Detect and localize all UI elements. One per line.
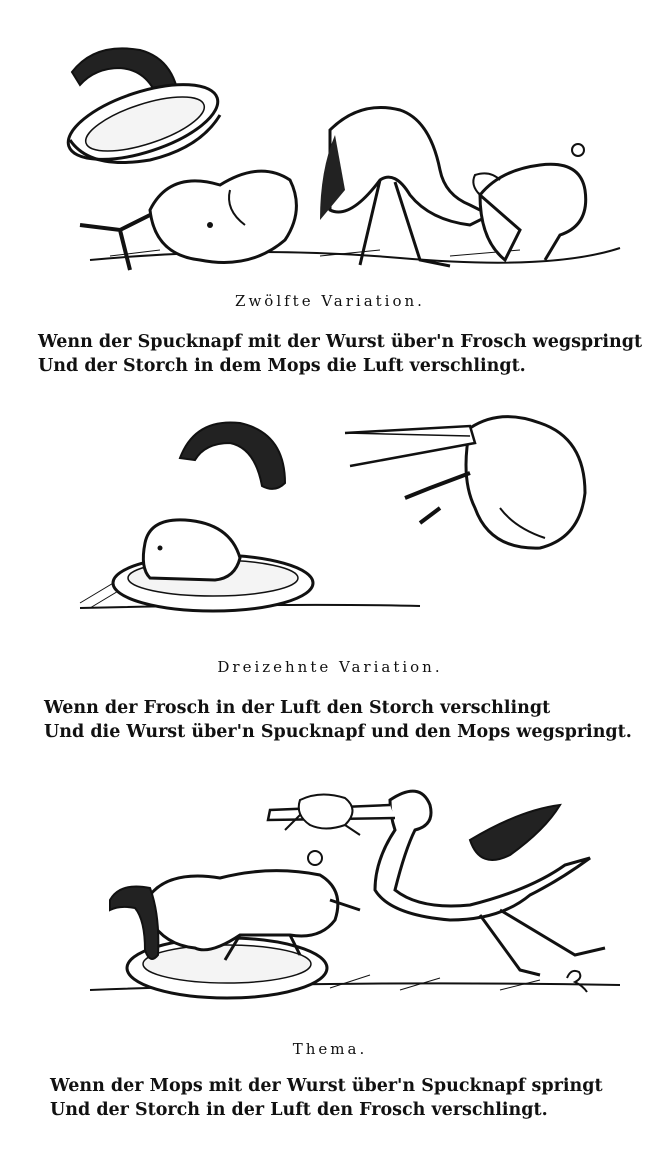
stork-beak-drawing [345, 426, 475, 466]
stork-drawing [320, 108, 490, 267]
illustration-twelfth-svg [0, 20, 660, 280]
illustration-theme [0, 770, 660, 1020]
pug-drawing [143, 520, 240, 580]
verse-line: Und der Storch in der Luft den Frosch verschlingt. [50, 1100, 548, 1120]
illustration-thirteenth-svg [0, 398, 660, 638]
sausage-drawing [180, 422, 285, 488]
frog-drawing [80, 171, 296, 270]
pug-drawing [473, 144, 585, 260]
verse-line: Wenn der Mops mit der Wurst über'n Spucknapf springt [50, 1076, 603, 1096]
illustration-twelfth-variation [0, 20, 660, 280]
artist-monogram [567, 971, 587, 992]
illustration-theme-svg [0, 770, 660, 1020]
verse-line: Und der Storch in dem Mops die Luft verschlingt. [38, 356, 526, 376]
verse-line: Und die Wurst über'n Spucknapf und den Mops wegspringt. [44, 722, 632, 742]
verse-twelfth-variation [38, 330, 642, 378]
verse-theme [50, 1074, 603, 1122]
verse-thirteenth-variation [44, 696, 632, 744]
verse-line: Wenn der Spucknapf mit der Wurst über'n Frosch wegspringt [38, 332, 643, 352]
spittoon-drawing [60, 69, 227, 174]
illustration-thirteenth-variation [0, 398, 660, 638]
verse-line: Wenn der Frosch in der Luft den Storch verschlingt [44, 698, 551, 718]
heading-twelfth-variation: Zwölfte Variation. [235, 292, 425, 310]
heading-thirteenth-variation: Dreizehnte Variation. [217, 658, 443, 676]
heading-theme: Thema. [292, 1040, 368, 1058]
sausage-drawing [110, 887, 158, 960]
